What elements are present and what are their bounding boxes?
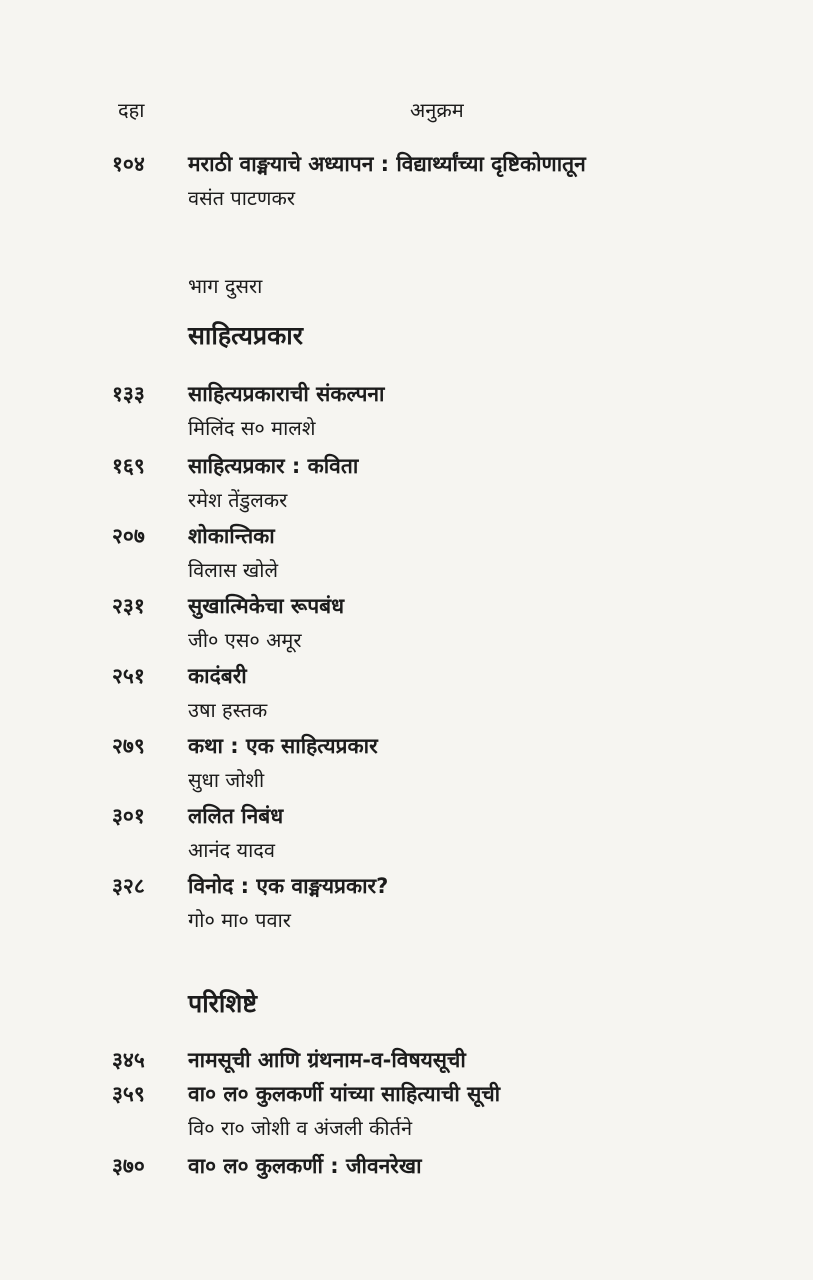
- entry-author: आनंद यादव: [188, 838, 276, 862]
- part-label: भाग दुसरा: [188, 274, 263, 298]
- entry-page-number: २०७: [112, 524, 145, 548]
- entry-author: जी० एस० अमूर: [188, 628, 302, 652]
- entry-title: नामसूची आणि ग्रंथनाम-व-विषयसूची: [188, 1048, 466, 1072]
- entry-author: गो० मा० पवार: [188, 908, 291, 932]
- entry-title: वा० ल० कुलकर्णी यांच्या साहित्याची सूची: [188, 1082, 501, 1106]
- section-heading: साहित्यप्रकार: [188, 321, 304, 350]
- entry-title: ललित निबंध: [188, 804, 284, 828]
- entry-author: सुधा जोशी: [188, 768, 265, 792]
- entry-title: शोकान्तिका: [188, 524, 275, 548]
- entry-page-number: २७९: [112, 734, 145, 758]
- entry-page-number: ३४५: [112, 1048, 145, 1072]
- entry-title: कादंबरी: [188, 664, 247, 688]
- entry-page-number: ३२८: [112, 874, 145, 898]
- entry-page-number: ३७०: [112, 1154, 145, 1178]
- running-title: अनुक्रम: [410, 98, 464, 122]
- entry-author: वि० रा० जोशी व अंजली कीर्तने: [188, 1116, 413, 1140]
- entry-title: मराठी वाङ्मयाचे अध्यापन : विद्यार्थ्यांच्या दृष्टिकोणातून: [188, 152, 586, 176]
- entry-title: कथा : एक साहित्यप्रकार: [188, 734, 378, 758]
- entry-title: साहित्यप्रकाराची संकल्पना: [188, 382, 385, 406]
- entry-page-number: ३०१: [112, 804, 145, 828]
- entry-title: साहित्यप्रकार : कविता: [188, 454, 359, 478]
- entry-author: मिलिंद स० मालशे: [188, 416, 316, 440]
- page-number: दहा: [118, 98, 145, 122]
- entry-page-number: २३१: [112, 594, 145, 618]
- entry-author: विलास खोले: [188, 558, 279, 582]
- entry-page-number: २५१: [112, 664, 145, 688]
- entry-title: सुखात्मिकेचा रूपबंध: [188, 594, 345, 618]
- entry-title: विनोद : एक वाङ्मयप्रकार?: [188, 874, 389, 898]
- section-heading: परिशिष्टे: [188, 989, 257, 1018]
- entry-page-number: १३३: [112, 382, 145, 406]
- entry-page-number: १०४: [112, 152, 145, 176]
- entry-author: रमेश तेंडुलकर: [188, 488, 288, 512]
- entry-title: वा० ल० कुलकर्णी : जीवनरेखा: [188, 1154, 422, 1178]
- entry-page-number: ३५९: [112, 1082, 145, 1106]
- entry-author: वसंत पाटणकर: [188, 186, 296, 210]
- entry-author: उषा हस्तक: [188, 698, 268, 722]
- entry-page-number: १६९: [112, 454, 145, 478]
